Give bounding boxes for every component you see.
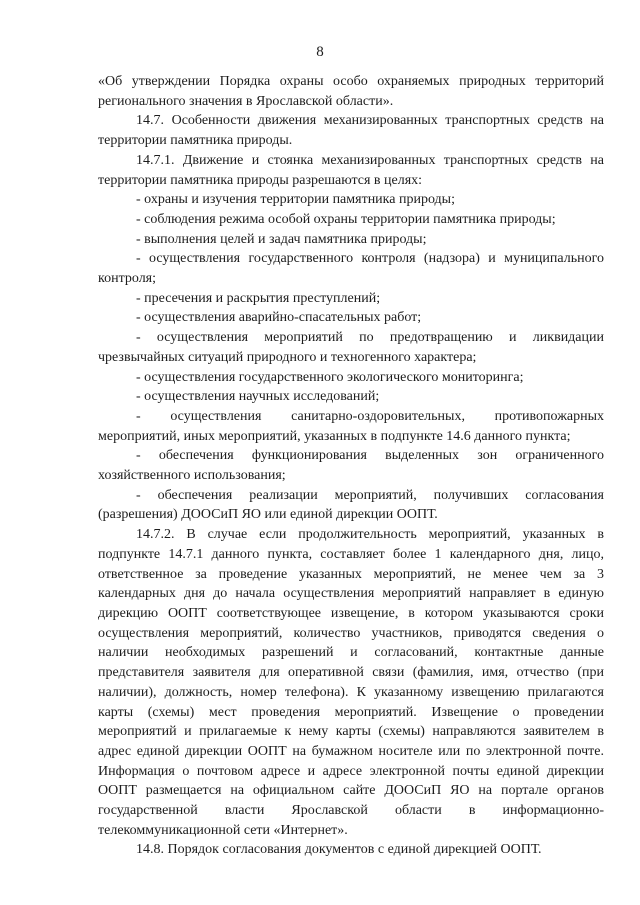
page-number: 8 <box>316 44 324 60</box>
list-item: - пресечения и раскрытия преступлений; <box>136 290 381 306</box>
section-14-8-heading: 14.8. Порядок согласования документов с единой дирекцией ООПТ. <box>136 842 542 858</box>
document-body <box>98 72 604 860</box>
list-item: - обеспечения функционирования выделенных зон ограниченного хозяйственного использования; <box>98 448 604 484</box>
list-item: - осуществления государственного контроля (надзора) и муниципального контроля; <box>98 251 604 287</box>
list-item: - обеспечения реализации мероприятий, получивших согласования (разрешения) ДООСиП ЯО или единой дирекции ООПТ. <box>98 487 604 523</box>
list-item: - осуществления государственного экологического мониторинга; <box>136 369 524 385</box>
list-item: - выполнения целей и задач памятника природы; <box>136 231 427 247</box>
list-item: - осуществления аварийно-спасательных работ; <box>136 310 422 326</box>
section-14-7-2-paragraph: 14.7.2. В случае если продолжительность мероприятий, указанных в подпункте 14.7.1 данного пункта, составляет более 1 календарного дня, лицо, ответственное за проведение указанных мероприятий, не менее чем за 3 календарных дня до начала осуществления мероприятий направляет в единую дирекцию ООПТ соответствующее извещение, в котором указываются сроки осуществления мероприятий, количество участников, приводятся сведения о наличии необходимых разрешений и согласований, контактные данные представителя заявителя для оперативной связи (фамилия, имя, отчество (при наличии), должность, номер телефона). К указанному извещению прилагаются карты (схемы) мест проведения мероприятий. Извещение о проведении мероприятий и прилагаемые к нему карты (схемы) направляются заявителем в адрес единой дирекции ООПТ на бумажном носителе или по электронной почте. Информация о почтовом адресе и адресе электронной почты единой дирекции ООПТ размещается на официальном сайте ДООСиП ЯО на портале органов государственной власти Ярославской области в информационно-телекоммуникационной сети «Интернет». <box>98 527 604 838</box>
list-item: - соблюдения режима особой охраны территории памятника природы; <box>136 211 556 227</box>
paragraph-order-reference: «Об утверждении Порядка охраны особо охраняемых природных территорий регионального значения в Ярославской области». <box>98 74 604 109</box>
list-item: - осуществления мероприятий по предотвращению и ликвидации чрезвычайных ситуаций природного и техногенного характера; <box>98 330 604 365</box>
list-item: - осуществления санитарно-оздоровительных, противопожарных мероприятий, иных мероприятий, указанных в подпункте 14.6 данного пункта; <box>98 408 604 444</box>
section-14-7-1-intro: 14.7.1. Движение и стоянка механизированных транспортных средств на территории памятника природы разрешаются в целях: <box>98 152 604 188</box>
list-item: - осуществления научных исследований; <box>136 389 380 405</box>
section-14-7-heading: 14.7. Особенности движения механизированных транспортных средств на территории памятника природы. <box>98 113 604 149</box>
list-item: - охраны и изучения территории памятника природы; <box>136 192 455 208</box>
